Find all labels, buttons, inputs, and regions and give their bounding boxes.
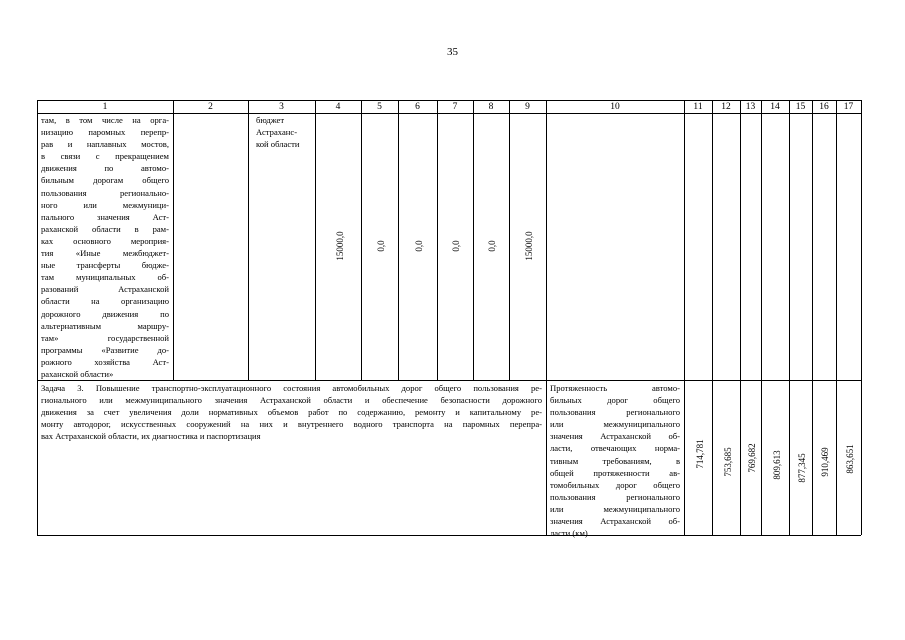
header-col-9: 9	[525, 102, 530, 112]
header-col-10: 10	[610, 102, 620, 112]
row1-value-col6: 0,0	[414, 240, 424, 252]
header-col-8: 8	[488, 102, 494, 112]
header-col-6: 6	[415, 102, 420, 112]
header-col-2: 2	[208, 102, 213, 112]
task-3-value-col14: 809,613	[772, 450, 782, 480]
page-number: 35	[447, 46, 458, 58]
header-col-7: 7	[452, 102, 458, 112]
header-col-14: 14	[770, 102, 780, 112]
task-3-indicator: Протяженность автомо- бильных дорог общего пользования регионального или межмуниципального значения Астраханской об- ласти, отвечающих норма- тивным требованиям, в общей протяженности ав- томобильных дорог общего пользования регионального или межмуниципального значения Астраханской об- ласти (км)	[550, 383, 680, 539]
task-3-value-col15: 877,345	[797, 453, 807, 483]
table-border-bottom	[37, 535, 861, 536]
task-3-value-col13: 769,682	[747, 443, 757, 473]
header-col-12: 12	[721, 102, 731, 112]
header-col-1: 1	[102, 102, 108, 112]
row1-value-col7: 0,0	[451, 240, 461, 252]
row1-value-col5: 0,0	[376, 240, 386, 252]
header-col-13: 13	[745, 102, 756, 112]
header-col-15: 15	[795, 102, 806, 112]
row1-value-col9: 15000,0	[524, 231, 534, 261]
header-col-5: 5	[377, 102, 382, 112]
row1-value-col4: 15000,0	[335, 231, 345, 261]
header-col-16: 16	[819, 102, 829, 112]
header-col-3: 3	[279, 102, 284, 112]
row1-funding-source: бюджет Астраханс- кой области	[256, 115, 300, 150]
task-3-description: Задача 3. Повышение транспортно-эксплуатационного состояния автомобильных дорог общего пользования ре- гионального или межмуниципального значения Астраханской области и обеспечение безопасности дорожного движения за счет увеличения доли нормативных объемов работ по содержанию, ремонту и капитальному ре- монту автодорог, искусственных сооружений на них и внутреннего водного транспорта на паромных перепра- вах Астраханской области, их диагностика и паспортизация	[41, 383, 542, 442]
task-3-value-col16: 910,469	[820, 447, 830, 477]
header-col-17: 17	[843, 102, 854, 112]
row1-value-col8: 0,0	[487, 240, 497, 252]
task-3-value-col11: 714,781	[695, 439, 705, 469]
header-col-11: 11	[693, 102, 703, 112]
row-divider	[37, 380, 861, 381]
task-3-value-col12: 753,685	[723, 447, 733, 477]
header-col-4: 4	[335, 102, 341, 112]
row1-description: там, в том числе на орга- низацию паромных перепр- рав и наплавных мостов, в связи с прекращением движения по автомо- бильным дорогам общего пользования регионально- ного или межмуници- пального значения Аст- раханской области в рам- ках основного мероприя- тия «Иные межбюджет- ные трансферты бюдже- там муниципальных об- разований Астраханской области на организацию дорожного движения по альтернативным маршру- там» государственной программы «Развитие до- рожного хозяйства Аст- раханской области»	[41, 115, 169, 379]
task-3-value-col17: 863,651	[845, 444, 855, 474]
